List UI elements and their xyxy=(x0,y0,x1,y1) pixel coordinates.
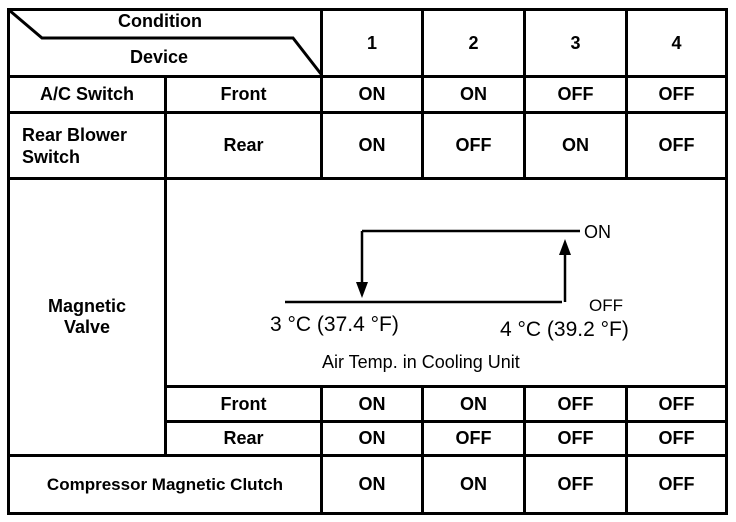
magnetic-valve-label-line2: Valve xyxy=(63,317,111,337)
column-header-4: 4 xyxy=(671,32,682,53)
graph-up-arrow xyxy=(559,239,571,255)
valve-rear-value-4: OFF xyxy=(658,428,695,448)
compressor-value-1: ON xyxy=(358,474,386,494)
graph-down-arrow xyxy=(356,282,368,298)
ac-switch-value-3: OFF xyxy=(557,84,594,104)
magnetic-valve-label-line1: Magnetic xyxy=(47,296,126,316)
compressor-value-3: OFF xyxy=(557,474,594,494)
row-sub-rear-blower: Rear xyxy=(223,135,264,155)
table-border-bottom xyxy=(7,512,728,515)
valve-rear-value-1: ON xyxy=(358,428,386,448)
graph-off-label: OFF xyxy=(589,296,623,315)
ac-switch-value-1: ON xyxy=(358,84,386,104)
rear-blower-label-line2: Switch xyxy=(22,146,81,167)
ac-switch-value-4: OFF xyxy=(658,84,695,104)
valve-front-value-1: ON xyxy=(358,393,386,414)
row-sub-valve-rear: Rear xyxy=(223,428,264,448)
graph-high-temp-label: 4 °C (39.2 °F) xyxy=(500,318,629,341)
graph-on-label: ON xyxy=(584,222,611,242)
row-label-ac-switch: A/C Switch xyxy=(39,84,134,104)
column-header-3: 3 xyxy=(570,32,581,53)
row-label-compressor: Compressor Magnetic Clutch xyxy=(46,474,284,494)
header-device-label: Device xyxy=(130,47,189,67)
row-sub-valve-front: Front xyxy=(220,393,267,414)
column-header-2: 2 xyxy=(468,32,479,53)
compressor-value-4: OFF xyxy=(658,474,695,494)
graph-low-temp-label: 3 °C (37.4 °F) xyxy=(270,313,399,336)
graph-caption: Air Temp. in Cooling Unit xyxy=(322,352,520,372)
compressor-value-2: ON xyxy=(460,474,487,494)
valve-rear-value-3: OFF xyxy=(557,428,594,448)
rear-blower-value-2: OFF xyxy=(455,135,492,155)
column-header-1: 1 xyxy=(366,32,377,53)
rear-blower-value-1: ON xyxy=(358,135,386,155)
rear-blower-value-4: OFF xyxy=(658,135,695,155)
valve-front-value-3: OFF xyxy=(557,393,594,414)
valve-front-value-2: ON xyxy=(460,393,487,414)
valve-rear-value-2: OFF xyxy=(455,428,492,448)
valve-front-value-4: OFF xyxy=(658,393,695,414)
ac-switch-value-2: ON xyxy=(460,84,487,104)
rear-blower-value-3: ON xyxy=(562,135,589,155)
rear-blower-label-line1: Rear Blower xyxy=(22,124,128,145)
row-sub-ac-front: Front xyxy=(220,84,267,104)
header-condition-label: Condition xyxy=(118,11,202,31)
